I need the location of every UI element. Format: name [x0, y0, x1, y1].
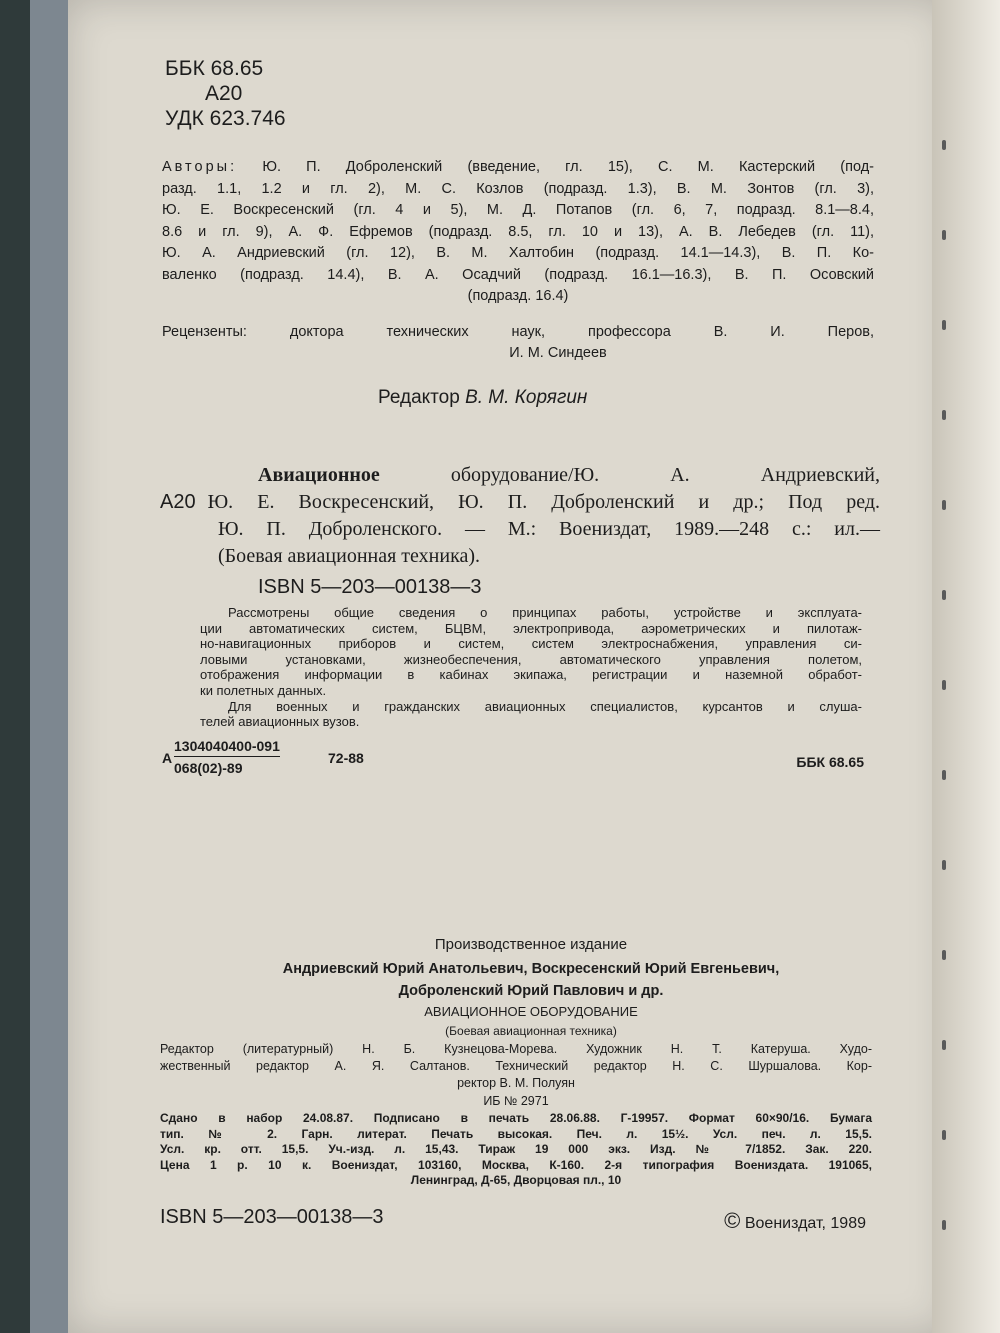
abstract-line: отображения информации в кабинах экипажа, регистрации и наземной обработ-	[200, 667, 862, 683]
classification-block	[165, 56, 286, 131]
audience-line: телей авиационных вузов.	[200, 714, 360, 730]
editor-label: Редактор	[378, 387, 460, 408]
index-bbk: ББК 68.65	[796, 754, 864, 770]
bib-line: Ю. Е. Воскресенский, Ю. П. Доброленский и др.; Под ред.	[207, 491, 880, 513]
footer-copyright	[724, 1208, 866, 1234]
imprint-ib: ИБ № 2971	[483, 1094, 549, 1108]
footer-isbn: ISBN 5—203—00138—3	[160, 1206, 384, 1228]
footer-publisher: Воениздат, 1989	[744, 1215, 866, 1232]
reviewers-block	[162, 322, 874, 364]
authors-block	[162, 157, 874, 308]
bib-line: оборудование/Ю. А. Андриевский,	[450, 464, 881, 486]
bib-code: А20	[160, 491, 196, 513]
catalog-index	[162, 736, 864, 782]
index-numerator: 1304040400-091	[174, 738, 280, 757]
reviewers-label: Рецензенты:	[162, 324, 247, 340]
authors-line: разд. 1.1, 1.2 и гл. 2), М. С. Козлов (подразд. 1.3), В. М. Зонтов (гл. 3),	[162, 180, 874, 197]
editor-name: В. М. Корягин	[465, 387, 588, 408]
imprint-authors: Андриевский Юрий Анатольевич, Воскресенский Юрий Евгеньевич,	[282, 961, 780, 977]
imprint-tech: Цена 1 р. 10 к. Воениздат, 103160, Москва, К-160. 2-я типография Воениздата. 191065,	[160, 1157, 872, 1172]
authors-line: Ю. П. Доброленский (введение, гл. 15), С. М. Кастерский (под-	[262, 159, 875, 175]
reviewers-line: доктора технических наук, профессора В. И. Перов,	[289, 324, 874, 340]
imprint-title: АВИАЦИОННОЕ ОБОРУДОВАНИЕ	[424, 1004, 638, 1019]
abstract-line: но-навигационных приборов и систем, систем электроснабжения, управления си-	[200, 636, 862, 652]
imprint-credits: жественный редактор А. Я. Салтанов. Технический редактор Н. С. Шуршалова. Кор-	[160, 1059, 872, 1073]
title-word: Авиационное	[258, 464, 380, 486]
authors-label: Авторы:	[162, 159, 238, 175]
udk-code: УДК 623.746	[165, 107, 286, 130]
abstract-block	[200, 605, 862, 730]
index-series: 72-88	[328, 750, 364, 766]
audience-line: Для военных и гражданских авиационных специалистов, курсантов и слуша-	[228, 698, 862, 714]
index-letter: А	[162, 750, 173, 766]
book-code: А20	[205, 82, 243, 105]
imprint-credits: Редактор (литературный) Н. Б. Кузнецова-Морева. Художник Н. Т. Катеруша. Худо-	[160, 1042, 872, 1056]
imprint-block	[160, 932, 872, 1189]
imprint-series: (Боевая авиационная техника)	[445, 1024, 617, 1038]
imprint-tech: Ленинград, Д-65, Дворцовая пл., 10	[410, 1173, 622, 1187]
authors-line: валенко (подразд. 14.4), В. А. Осадчий (подразд. 16.1—16.3), В. П. Осовский	[162, 266, 874, 283]
bib-line: (Боевая авиационная техника).	[218, 545, 481, 567]
copyright-icon: ©	[724, 1208, 741, 1233]
bibliographic-entry	[160, 462, 880, 601]
isbn-line: ISBN 5—203—00138—3	[258, 576, 482, 598]
abstract-line: ции автоматических систем, БЦВМ, электропривода, аэрометрических и пилотаж-	[200, 620, 862, 636]
abstract-line: ловыми установками, жизнеобеспечения, автоматического управления полетом,	[200, 651, 862, 667]
imprint-type: Производственное издание	[434, 936, 628, 953]
bib-line: Ю. П. Доброленского. — М.: Воениздат, 1989.—248 с.: ил.—	[218, 518, 880, 540]
imprint-tech: тип. № 2. Гарн. литерат. Печать высокая. Печ. л. 15½. Усл. печ. л. 15,5.	[160, 1126, 872, 1141]
footer	[160, 1206, 866, 1236]
abstract-line: Рассмотрены общие сведения о принципах работы, устройстве и эксплуата-	[228, 605, 862, 620]
imprint-tech: Сдано в набор 24.08.87. Подписано в печать 28.06.88. Г-19957. Формат 60×90/16. Бумага	[160, 1111, 872, 1125]
reviewers-line: И. М. Синдеев	[509, 345, 607, 361]
authors-line: Ю. Е. Воскресенский (гл. 4 и 5), М. Д. Потапов (гл. 6, 7, подразд. 8.1—8.4,	[162, 202, 874, 218]
authors-line: (подразд. 16.4)	[467, 288, 569, 304]
abstract-line: ки полетных данных.	[200, 682, 327, 698]
index-denominator: 068(02)-89	[174, 760, 243, 776]
authors-line: Ю. А. Андриевский (гл. 12), В. М. Халтобин (подразд. 14.1—14.3), В. П. Ко-	[162, 245, 874, 261]
imprint-tech: Усл. кр. отт. 15,5. Уч.-изд. л. 15,43. Тираж 19 000 экз. Изд. № 7/1852. Зак. 220.	[160, 1142, 872, 1156]
imprint-authors: Доброленский Юрий Павлович и др.	[398, 983, 664, 999]
authors-line: 8.6 и гл. 9), А. Ф. Ефремов (подразд. 8.5, гл. 10 и 13), А. В. Лебедев (гл. 11),	[162, 223, 874, 240]
imprint-credits: ректор В. М. Полуян	[457, 1076, 575, 1090]
bbk-code: ББК 68.65	[165, 57, 264, 80]
editor-line	[378, 387, 587, 409]
